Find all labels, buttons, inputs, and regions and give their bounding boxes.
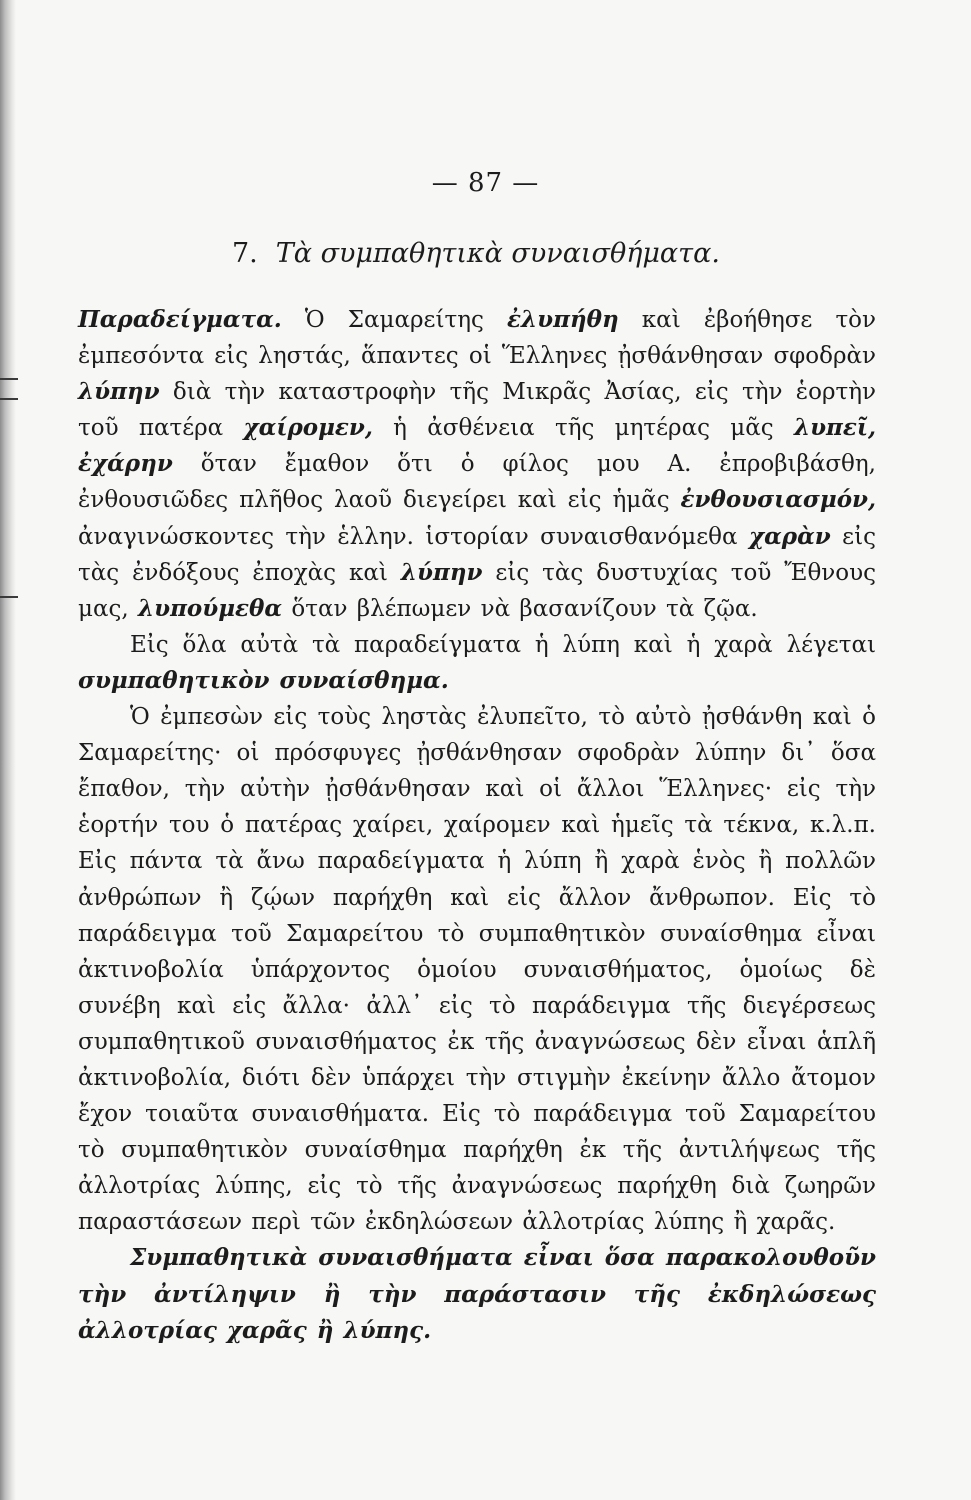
section-number: 7. (232, 238, 258, 269)
definition-text: Συμπαθητικὰ συναισθήματα εἶναι ὅσα παρακολουθοῦν τὴν ἀντίληψιν ἢ τὴν παράστασιν τῆς ἐκδηλώσεως ἀλλοτρίας χαρᾶς ἢ λύπης. (78, 1244, 876, 1344)
examples-paragraph (78, 302, 876, 627)
emphasis: χαρὰν (748, 522, 831, 550)
text-run: Ὁ Σαμαρείτης (281, 307, 507, 333)
text-run: ἡ ἀσθένεια τῆς μητέρας μᾶς (372, 415, 794, 442)
examples-label: Παραδείγματα. (78, 306, 282, 333)
gutter-mark (0, 398, 18, 400)
summary-paragraph (78, 627, 876, 699)
gutter-mark (0, 378, 18, 380)
emphasis: λυπούμεθα (137, 594, 283, 622)
section-heading (232, 238, 720, 269)
page-body (78, 302, 876, 1349)
text-run: ὅταν ἔμαθον ὅτι ὁ φίλος μου Α. ἐπροβιβάσθη, ἐνθουσιῶδες πλῆθος λαοῦ διεγείρει καὶ εἰς ἡμᾶς (78, 451, 876, 514)
emphasis: λύπην (78, 378, 160, 406)
emphasis: ἐνθουσιασμόν, (680, 486, 876, 514)
emphasis: ἐλυπήθη (507, 306, 619, 333)
text-run: Εἰς ὅλα αὐτὰ τὰ παραδείγματα ἡ λύπη καὶ ἡ χαρὰ λέγεται (130, 631, 876, 658)
text-run: καὶ ἐβοήθησε τὸν ἐμπεσόντα εἰς ληστάς, ἅπαντες οἱ Ἕλληνες ᾐσθάνθησαν σφοδρὰν (78, 307, 877, 370)
text-run: εἰς τὰς ἐνδόξους ἐποχὰς καὶ (78, 523, 876, 586)
text-run: ἀναγινώσκοντες τὴν ἑλλην. ἱστορίαν συναισθανόμεθα (78, 523, 749, 550)
scan-edge-shadow (0, 0, 16, 1500)
emphasis: λύπην (400, 558, 483, 586)
definition-paragraph (78, 1240, 876, 1348)
section-title: Τὰ συμπαθητικὰ συναισθήματα. (275, 238, 720, 269)
text-run: εἰς τὰς δυστυχίας τοῦ Ἔθνους μας, (78, 559, 876, 622)
text-run: ὅταν βλέπωμεν νὰ βασανίζουν τὰ ζῷα. (282, 595, 758, 622)
emphasis: συμπαθητικὸν συναίσθημα. (78, 666, 449, 694)
text-run: διὰ τὴν καταστροφὴν τῆς Μικρᾶς Ἀσίας, εἰς τὴν ἑορτὴν τοῦ πατέρα (78, 379, 876, 442)
emphasis: χαίρομεν, (243, 414, 373, 442)
gutter-mark (0, 596, 18, 598)
explanation-paragraph: Ὁ ἐμπεσὼν εἰς τοὺς ληστὰς ἐλυπεῖτο, τὸ αὐτὸ ᾐσθάνθη καὶ ὁ Σαμαρείτης· οἱ πρόσφυγες ᾐσθάνθησαν σφοδρὰν λύπην δι᾽ ὅσα ἔπαθον, τὴν αὐτὴν ᾐσθάνθησαν καὶ οἱ ἄλλοι Ἕλληνες· εἰς τὴν ἑορτήν του ὁ πατέρας χαίρει, χαίρομεν καὶ ἡμεῖς τὰ τέκνα, κ.λ.π. Εἰς πάντα τὰ ἄνω παραδείγματα ἡ λύπη ἢ χαρὰ ἑνὸς ἢ πολλῶν ἀνθρώπων ἢ ζῴων παρήχθη καὶ εἰς ἄλλον ἄνθρωπον. Εἰς τὸ παράδειγμα τοῦ Σαμαρείτου τὸ συμπαθητικὸν συναίσθημα εἶναι ἀκτινοβολία ὑπάρχοντος ὁμοίου συναισθήματος, ὁμοίως δὲ συνέβη καὶ εἰς ἄλλα· ἀλλ᾽ εἰς τὸ παράδειγμα τῆς διεγέρσεως συμπαθητικοῦ συναισθήματος ἐκ τῆς ἀναγνώσεως δὲν εἶναι ἁπλῆ ἀκτινοβολία, διότι δὲν ὑπάρχει τὴν στιγμὴν ἐκείνην ἄλλο ἄτομον ἔχον τοιαῦτα συναισθήματα. Εἰς τὸ παράδειγμα τοῦ Σαμαρείτου τὸ συμπαθητικὸν συναίσθημα παρήχθη ἐκ τῆς ἀντιλήψεως τῆς ἀλλοτρίας λύπης, εἰς τὸ τῆς ἀναγνώσεως παρήχθη διὰ ζωηρῶν παραστάσεων περὶ τῶν ἐκδηλώσεων ἀλλοτρίας λύπης ἢ χαρᾶς. (78, 704, 876, 1236)
emphasis: λυπεῖ, ἐχάρην (78, 414, 876, 478)
page-number: — 87 — (431, 168, 540, 198)
